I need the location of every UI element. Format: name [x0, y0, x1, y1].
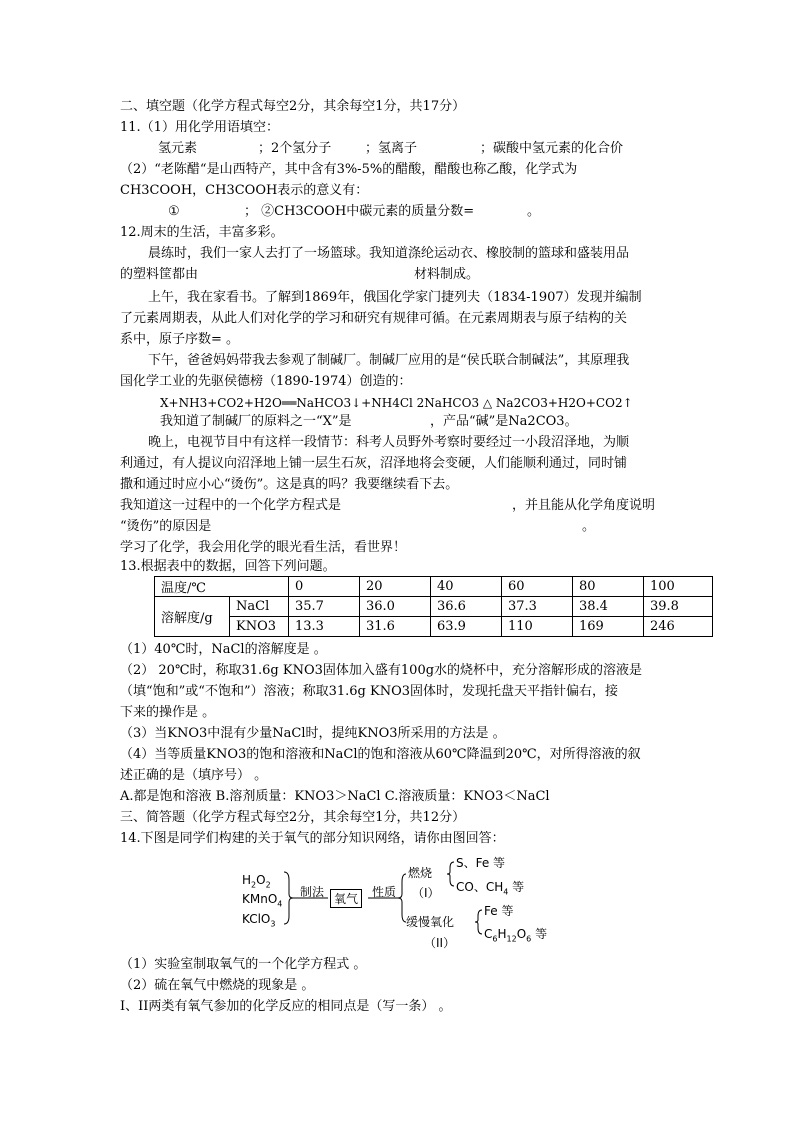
substance-name: NaCl: [230, 597, 289, 617]
q14-part-3: I、II两类有氧气参加的化学反应的相同点是（写一条） 。: [120, 999, 452, 1014]
temp-cell: 0: [289, 577, 360, 597]
label-burn: 燃烧: [408, 866, 433, 880]
table-cell: 13.3: [289, 617, 360, 637]
temp-cell: 80: [573, 577, 644, 597]
temp-cell: 20: [360, 577, 431, 597]
section-2-title: 二、填空题（化学方程式每空2分，其余每空1分，共17分）: [120, 99, 466, 114]
solubility-label: 溶解度/g: [155, 597, 230, 637]
slow-example-b: $C_6H_{12}O_6$ 等: [484, 927, 548, 944]
table-cell: 36.6: [431, 597, 502, 617]
reactant-kmno4: KMnO$_4$: [242, 892, 283, 909]
table-cell: 36.0: [360, 597, 431, 617]
temp-cell: 60: [502, 577, 573, 597]
q12-line-13b: 。: [582, 519, 596, 534]
q12-line-12a: 我知道这一过程中的一个化学方程式是: [120, 498, 342, 513]
table-cell: 37.3: [502, 597, 573, 617]
slow-example-a: Fe 等: [484, 904, 514, 918]
q13-part-4b: 述正确的是（填序号） 。: [120, 768, 268, 783]
temp-cell: 100: [644, 577, 713, 597]
q11-item-3: ；氢离子: [365, 141, 418, 156]
reactant-h2o2: $H_2O_2$: [242, 873, 271, 890]
q13-part-2a: （2） 20℃时，称取31.6g KNO3固体加入盛有100g水的烧杯中，充分溶解形成的溶液是: [120, 663, 643, 678]
table-cell: 35.7: [289, 597, 360, 617]
table-cell: 38.4: [573, 597, 644, 617]
burn-example-b: CO、$CH_4$ 等: [456, 880, 525, 897]
center-oxygen: 氧气: [334, 892, 359, 906]
q14-part-1: （1）实验室制取氧气的一个化学方程式 。: [120, 957, 367, 972]
label-burn-num: （I）: [412, 886, 440, 900]
q12-line-1: 晨练时，我们一家人去打了一场篮球。我知道涤纶运动衣、橡胶制的篮球和盛装用品: [148, 246, 630, 261]
label-slow-num: （II）: [424, 936, 456, 950]
reactant-kclo3: KClO$_3$: [242, 912, 276, 929]
burn-example-a: S、Fe 等: [456, 856, 506, 870]
q12-line-2b: 材料制成。: [414, 267, 480, 282]
table-cell: 31.6: [360, 617, 431, 637]
label-property: 性质: [372, 885, 397, 899]
q12-line-12b: ，并且能从化学角度说明: [512, 498, 656, 513]
q11-head: 11.（1）用化学用语填空：: [120, 120, 279, 135]
q12-line-14: 学习了化学，我会用化学的眼光看生活，看世界！: [120, 540, 407, 555]
q12-line-8a: 我知道了制碱厂的原料之一“X”是: [160, 414, 352, 429]
q13-head: 13.根据表中的数据，回答下列问题。: [120, 559, 336, 574]
q11-p2-line3-c: 。: [527, 204, 541, 219]
q11-p2-line3-a: ①: [168, 204, 180, 219]
q14-head: 14.下图是同学们构建的关于氧气的部分知识网络，请你由图回答：: [120, 831, 505, 846]
q12-line-2a: 的塑料筐都由: [120, 267, 199, 282]
label-preparation: 制法: [300, 885, 325, 899]
q12-line-11: 撒和通过时应小心“烫伤”。这是真的吗？我要继续看下去。: [120, 477, 459, 492]
q12-line-7: 国化学工业的先驱侯德榜（1890-1974）创造的：: [120, 374, 412, 389]
q11-p2-line2: CH3COOH，CH3COOH表示的意义有：: [120, 183, 369, 198]
table-cell: 246: [644, 617, 713, 637]
solubility-table: [154, 576, 713, 637]
q13-options: A.都是饱和溶液 B.溶剂质量：KNO3＞NaCl C.溶液质量：KNO3＜NaCl: [120, 789, 550, 804]
q13-part-2c: 下来的操作是 。: [120, 705, 216, 720]
temp-cell: 40: [431, 577, 502, 597]
q13-part-4a: （4）当等质量KNO3的饱和溶液和NaCl的饱和溶液从60℃降温到20℃，对所得溶液的叙: [120, 747, 641, 762]
q11-p2-line1: （2）“老陈醋“是山西特产，其中含有3%-5%的醋酸，醋酸也称乙酸，化学式为: [120, 162, 578, 177]
q11-item-4: ；碳酸中氢元素的化合价: [480, 141, 624, 156]
q13-part-3: （3）当KNO3中混有少量NaCl时，提纯KNO3所采用的方法是 。: [120, 726, 506, 741]
table-row-nacl: [155, 597, 713, 617]
table-cell: 63.9: [431, 617, 502, 637]
substance-name: KNO3: [230, 617, 289, 637]
q12-equation: X+NH3+CO2+H2O══NaHCO3↓+NH4Cl 2NaHCO3 △ Na2CO3+H2O+CO2↑: [160, 396, 633, 410]
q12-line-4: 了元素周期表，从此人们对化学的学习和研究有规律可循。在元素周期表与原子结构的关: [120, 311, 628, 326]
label-slow-oxidation: 缓慢氧化: [406, 915, 455, 929]
table-row-kno3: [155, 617, 713, 637]
q11-item-1: 氢元素: [158, 141, 198, 156]
center-oxygen-box: [330, 889, 362, 908]
q11-item-2: ；2个氢分子: [258, 141, 332, 156]
temp-label: 温度/℃: [155, 577, 289, 597]
table-cell: 39.8: [644, 597, 713, 617]
q12-line-10: 利通过，有人提议向沼泽地上铺一层生石灰，沼泽地将会变硬，人们能顺利通过，同时铺: [120, 456, 628, 471]
table-row-temp: [155, 577, 713, 597]
table-cell: 169: [573, 617, 644, 637]
section-3-title: 三、简答题（化学方程式每空2分，其余每空1分，共12分）: [120, 810, 466, 825]
q11-p2-line3-b: ； ②CH3COOH中碳元素的质量分数=: [244, 204, 475, 219]
q13-part-2b: （填“饱和”或“不饱和”）溶液；称取31.6g KNO3固体时，发现托盘天平指针偏右，接: [120, 684, 618, 699]
table-cell: 110: [502, 617, 573, 637]
q12-line-3: 上午，我在家看书。了解到1869年，俄国化学家门捷列夫（1834-1907）发现并编制: [148, 290, 642, 305]
q12-line-8b: ，产品“碱”是Na2CO3。: [430, 414, 578, 429]
q13-part-1: （1）40℃时，NaCl的溶解度是 。: [120, 642, 327, 657]
q12-line-5: 系中，原子序数= 。: [120, 332, 240, 347]
q12-line-6: 下午，爸爸妈妈带我去参观了制碱厂。制碱厂应用的是“侯氏联合制碱法”，其原理我: [148, 353, 630, 368]
q12-head: 12.周末的生活，丰富多彩。: [120, 225, 284, 240]
oxygen-knowledge-diagram: [236, 852, 566, 952]
q12-line-13a: “烫伤”的原因是: [120, 519, 212, 534]
q12-line-9: 晚上，电视节目中有这样一段情节：科考人员野外考察时要经过一小段沼泽地，为顺: [148, 435, 630, 450]
q14-part-2: （2）硫在氧气中燃烧的现象是 。: [120, 978, 315, 993]
